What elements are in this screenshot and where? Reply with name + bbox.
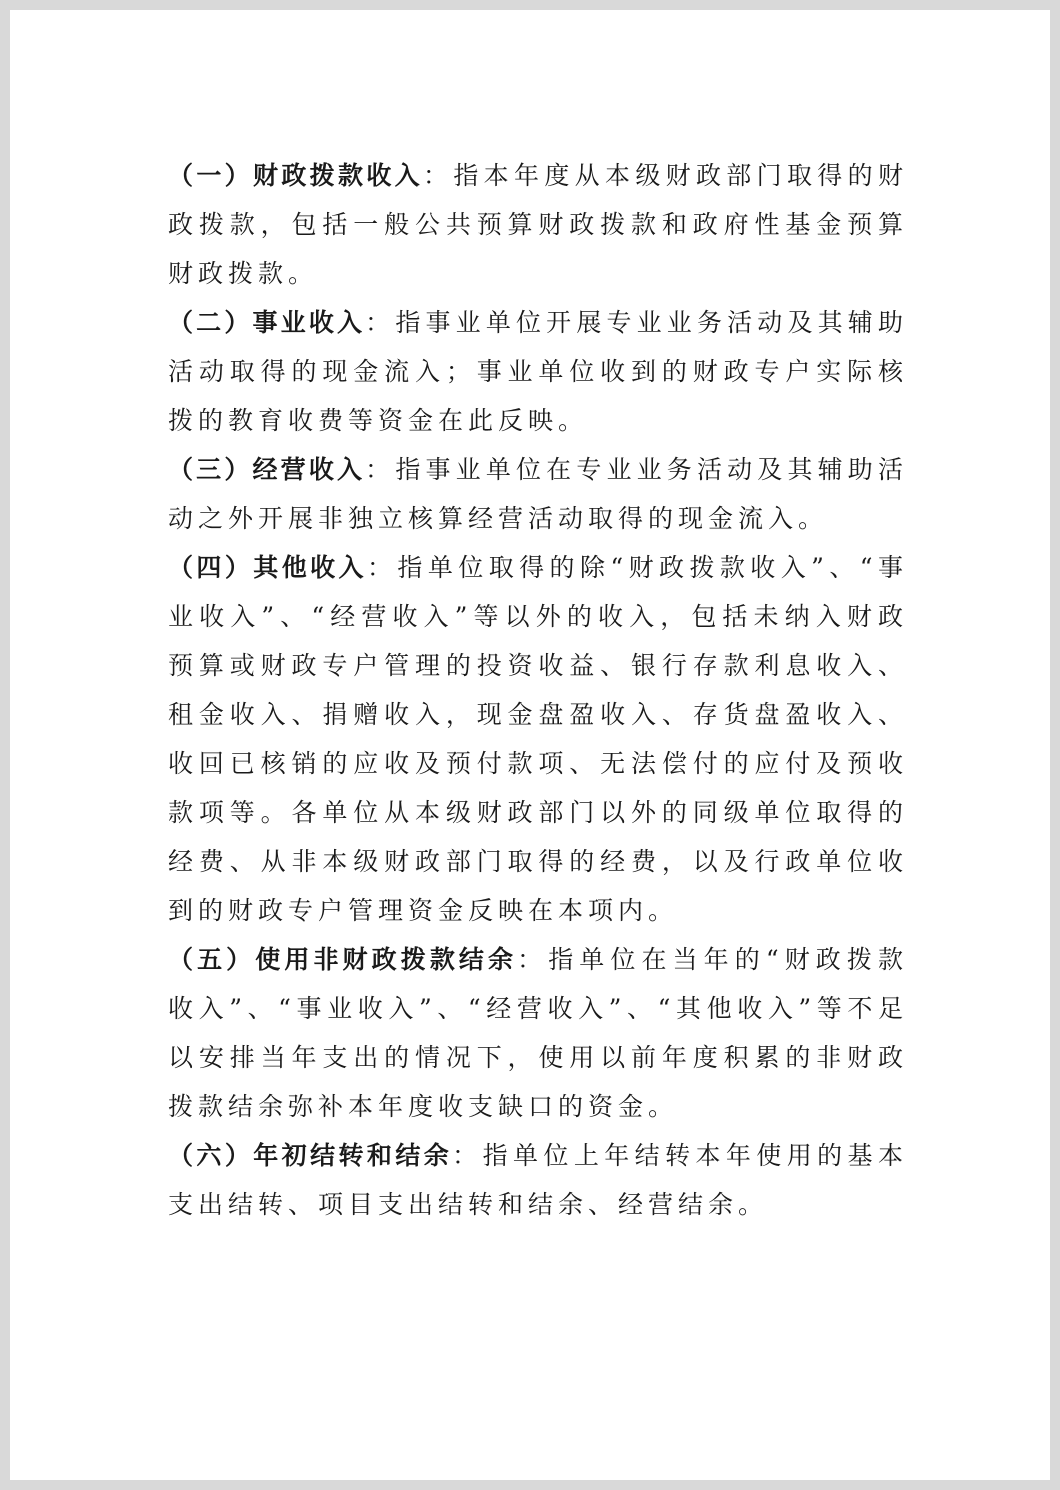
term-separator: ： [366,553,398,582]
term-definition: 指事业单位开展专业业务活动及其辅助活动取得的现金流入；事业单位收到的财政专户实际核拨的教育收费等资金在此反映。 [168,308,908,435]
term-heading: （三）经营收入 [168,455,366,484]
term-separator: ： [365,308,396,337]
term-heading: （六）年初结转和结余 [168,1141,453,1170]
term-definition: 指单位在当年的“财政拨款收入”、“事业收入”、“经营收入”、“其他收入”等不足以安排当年支出的情况下，使用以前年度积累的非财政拨款结余弥补本年度收支缺口的资金。 [168,945,908,1121]
paragraph-operating-income [168,445,908,543]
term-definition: 指本年度从本级财政部门取得的财政拨款，包括一般公共预算财政拨款和政府性基金预算财政拨款。 [168,161,908,288]
paragraph-non-fiscal-balance-use [168,935,908,1131]
term-separator: ： [422,161,454,190]
term-separator: ： [452,1141,483,1170]
term-separator: ： [365,455,396,484]
term-definition: 指单位取得的除“财政拨款收入”、“事业收入”、“经营收入”等以外的收入，包括未纳入财政预算或财政专户管理的投资收益、银行存款利息收入、租金收入、捐赠收入，现金盘盈收入、存货盘盈收入、收回已核销的应收及预付款项、无法偿付的应付及预收款项等。各单位从本级财政部门以外的同级单位取得的经费、从非本级财政部门取得的经费，以及行政单位收到的财政专户管理资金反映在本项内。 [168,553,908,925]
paragraph-other-income [168,543,908,935]
paragraph-fiscal-appropriation-income [168,151,908,298]
document-body [168,151,908,1229]
document-page [10,10,1050,1480]
term-heading: （五）使用非财政拨款结余 [168,945,518,974]
term-heading: （二）事业收入 [168,308,366,337]
paragraph-carryover-and-balance [168,1131,908,1229]
term-heading: （四）其他收入 [168,553,367,582]
term-definition: 指事业单位在专业业务活动及其辅助活动之外开展非独立核算经营活动取得的现金流入。 [168,455,908,533]
term-separator: ： [517,945,549,974]
term-definition: 指单位上年结转本年使用的基本支出结转、项目支出结转和结余、经营结余。 [168,1141,908,1219]
term-heading: （一）财政拨款收入 [168,161,423,190]
paragraph-business-income [168,298,908,445]
